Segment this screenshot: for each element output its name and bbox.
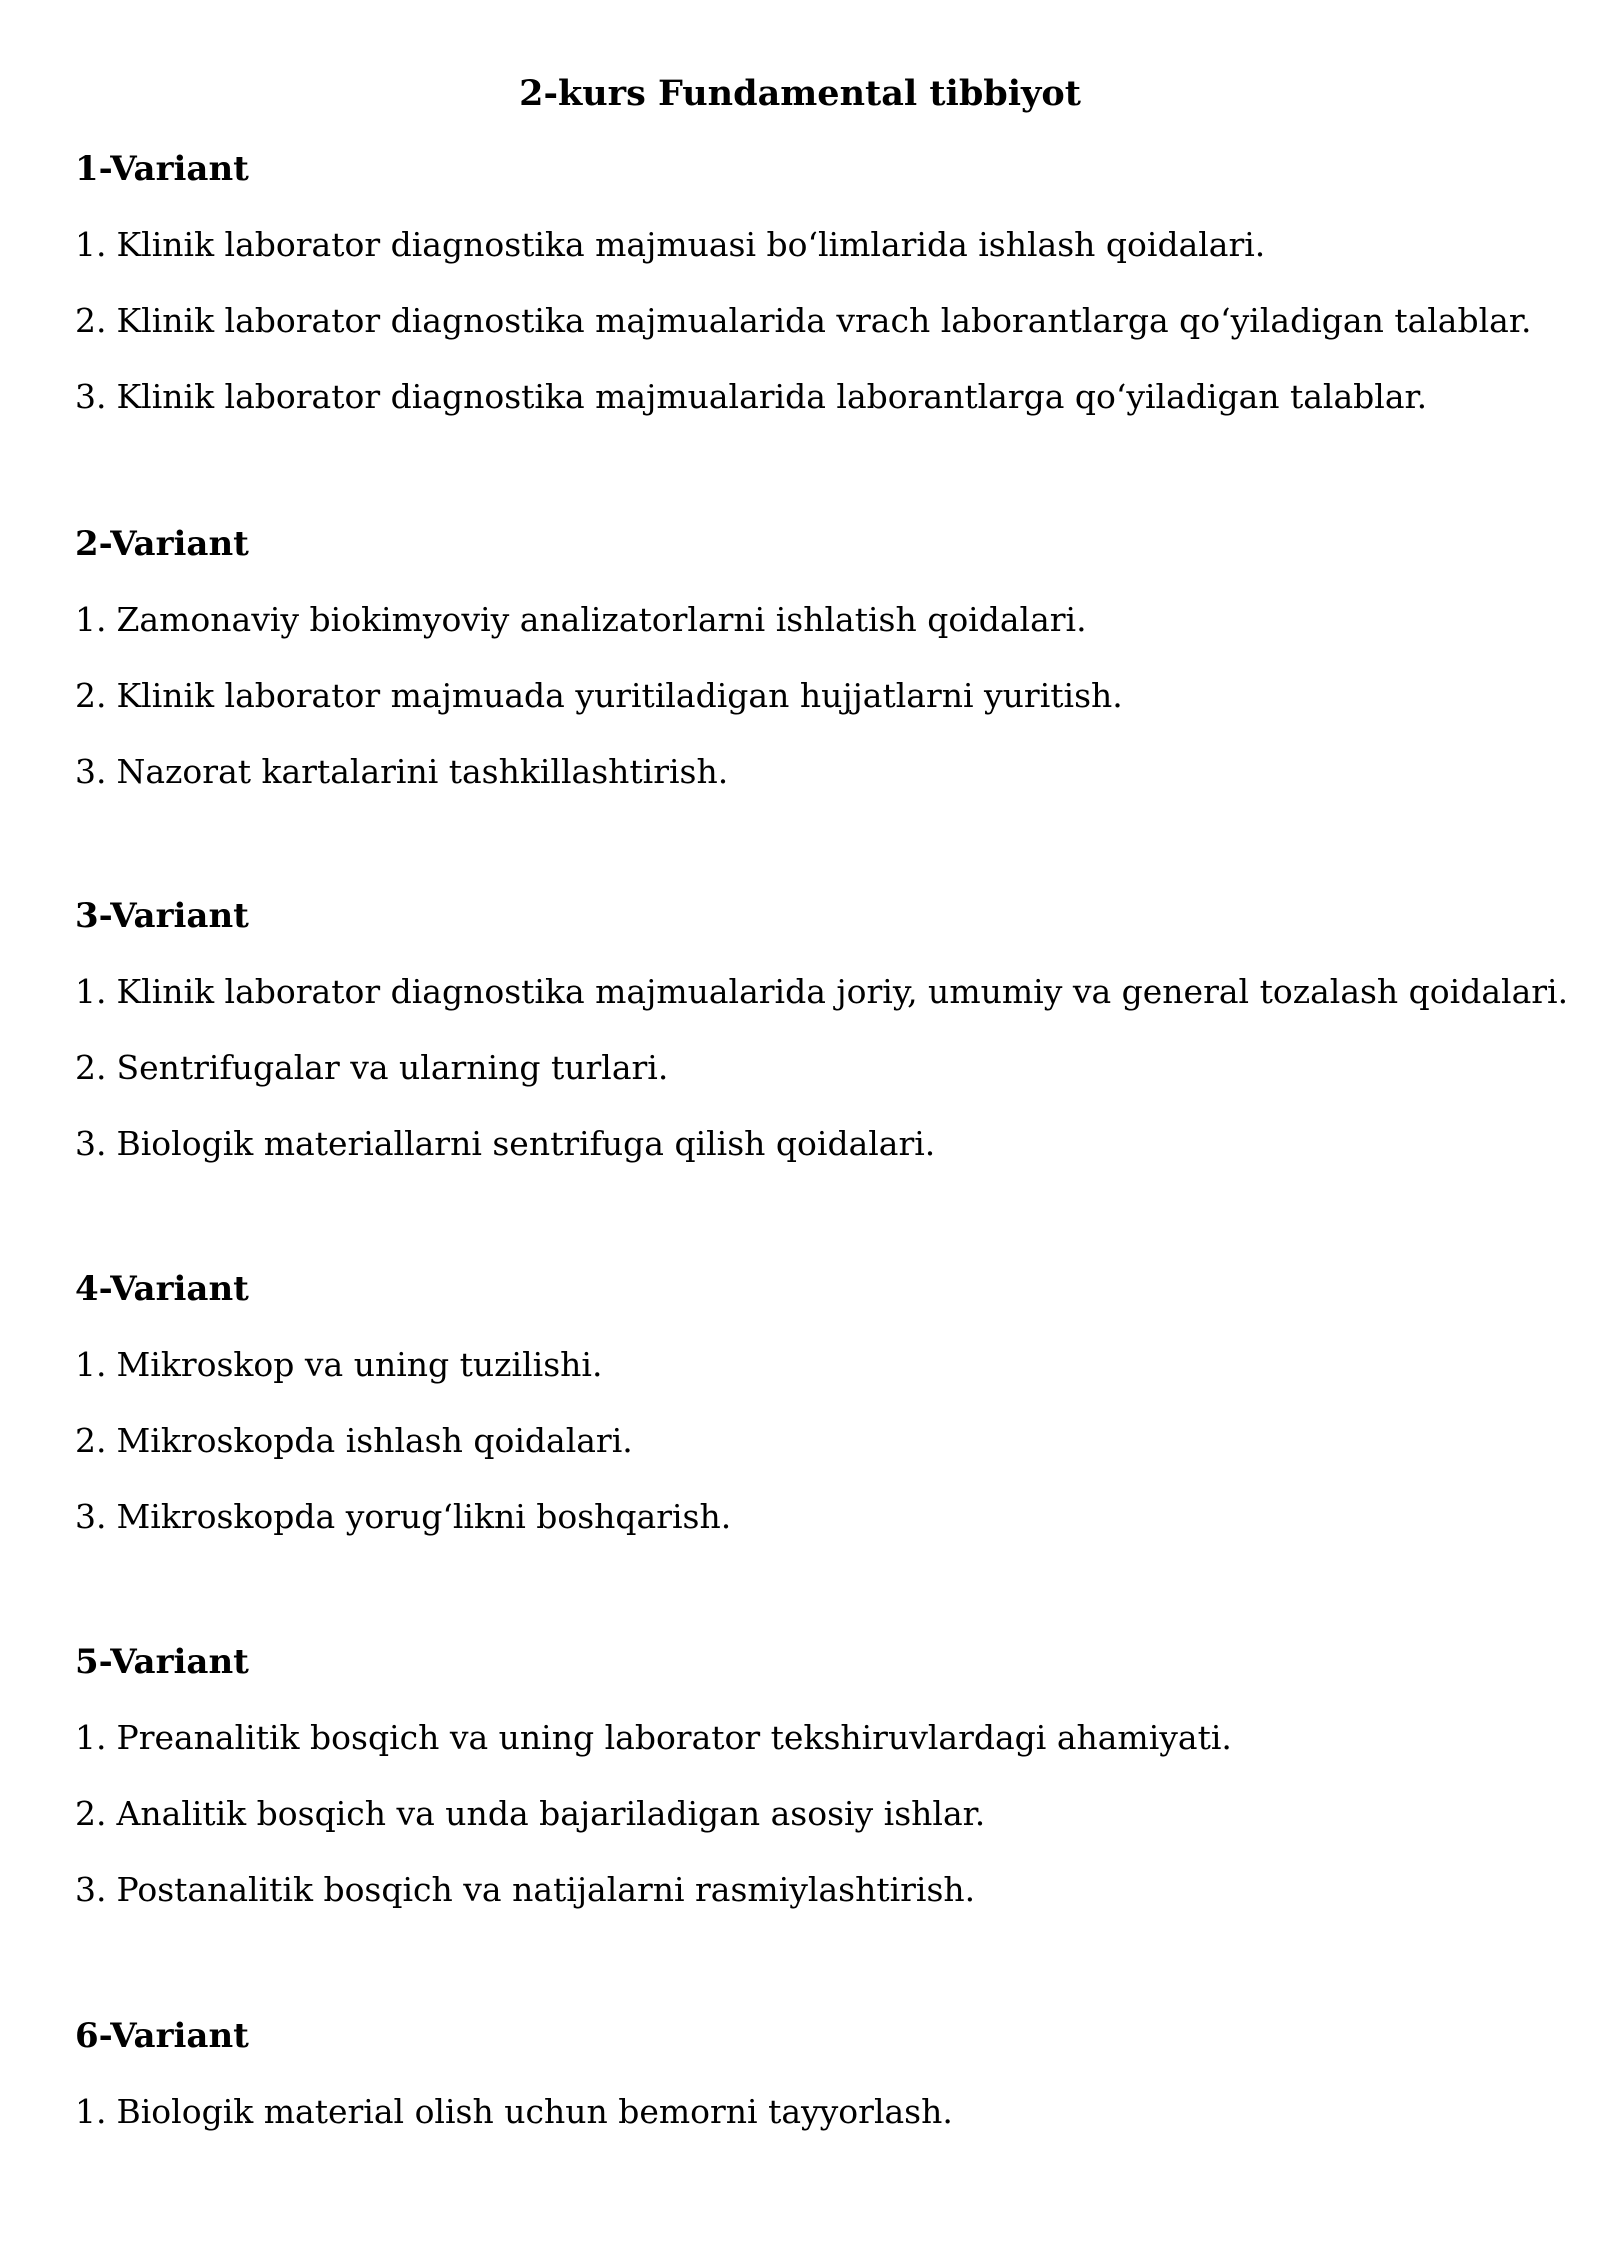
question-item (75, 221, 1555, 297)
question-item (75, 297, 1555, 373)
question-number: 1. (75, 600, 107, 639)
question-text: Klinik laborator diagnostika majmuasi bo‘limlarida ishlash qoidalari. (116, 225, 1266, 264)
question-item (75, 1120, 1555, 1196)
question-text: Biologik material olish uchun bemorni tayyorlash. (116, 2092, 953, 2131)
question-number: 3. (75, 377, 107, 416)
question-item (75, 1790, 1555, 1866)
question-text: Nazorat kartalarini tashkillashtirish. (116, 752, 729, 791)
question-text: Postanalitik bosqich va natijalarni rasmiylashtirish. (116, 1870, 976, 1909)
variant-heading: 3-Variant (75, 896, 249, 936)
question-number: 2. (75, 1794, 107, 1833)
variant-heading: 2-Variant (75, 524, 249, 564)
question-item (75, 1044, 1555, 1120)
question-number: 1. (75, 972, 107, 1011)
question-item (75, 968, 1569, 1044)
question-number: 2. (75, 1421, 107, 1460)
variant-section (75, 1638, 1555, 1942)
variant-heading: 1-Variant (75, 149, 249, 189)
variant-heading: 6-Variant (75, 2016, 249, 2056)
question-number: 1. (75, 2092, 107, 2131)
question-text: Klinik laborator diagnostika majmualarida vrach laborantlarga qo‘yiladigan talablar. (116, 301, 1532, 340)
question-item (75, 1714, 1555, 1790)
question-item (75, 1417, 1555, 1493)
question-text: Sentrifugalar va ularning turlari. (116, 1048, 669, 1087)
question-number: 3. (75, 1870, 107, 1909)
question-item (75, 1341, 1555, 1417)
question-number: 1. (75, 1718, 107, 1757)
question-item (75, 1493, 1555, 1569)
variant-heading: 5-Variant (75, 1642, 249, 1682)
question-number: 1. (75, 225, 107, 264)
question-item (75, 373, 1555, 449)
question-text: Zamonaviy biokimyoviy analizatorlarni ishlatish qoidalari. (116, 600, 1087, 639)
variant-section (75, 892, 1569, 1196)
variant-heading: 4-Variant (75, 1269, 249, 1309)
question-number: 2. (75, 1048, 107, 1087)
question-item (75, 748, 1555, 824)
document-title: 2-kurs Fundamental tibbiyot (519, 73, 1081, 114)
question-text: Analitik bosqich va unda bajariladigan asosiy ishlar. (116, 1794, 986, 1833)
question-text: Biologik materiallarni sentrifuga qilish qoidalari. (116, 1124, 936, 1163)
question-number: 3. (75, 752, 107, 791)
question-number: 3. (75, 1124, 107, 1163)
variant-section (75, 1265, 1555, 1569)
variant-section (75, 2012, 1555, 2164)
question-text: Klinik laborator diagnostika majmualarida laborantlarga qo‘yiladigan talablar. (116, 377, 1428, 416)
question-text: Klinik laborator diagnostika majmualarida joriy, umumiy va general tozalash qoidalari. (116, 972, 1569, 1011)
question-item (75, 2088, 1555, 2164)
question-number: 2. (75, 301, 107, 340)
question-item (75, 596, 1555, 672)
question-text: Mikroskopda ishlash qoidalari. (116, 1421, 633, 1460)
question-item (75, 1866, 1555, 1942)
question-text: Mikroskop va uning tuzilishi. (116, 1345, 603, 1384)
question-text: Mikroskopda yorug‘likni boshqarish. (116, 1497, 732, 1536)
question-number: 2. (75, 676, 107, 715)
variant-section (75, 145, 1555, 449)
question-number: 3. (75, 1497, 107, 1536)
question-item (75, 672, 1555, 748)
question-text: Preanalitik bosqich va uning laborator tekshiruvlardagi ahamiyati. (116, 1718, 1232, 1757)
question-number: 1. (75, 1345, 107, 1384)
variant-section (75, 520, 1555, 824)
question-text: Klinik laborator majmuada yuritiladigan hujjatlarni yuritish. (116, 676, 1123, 715)
